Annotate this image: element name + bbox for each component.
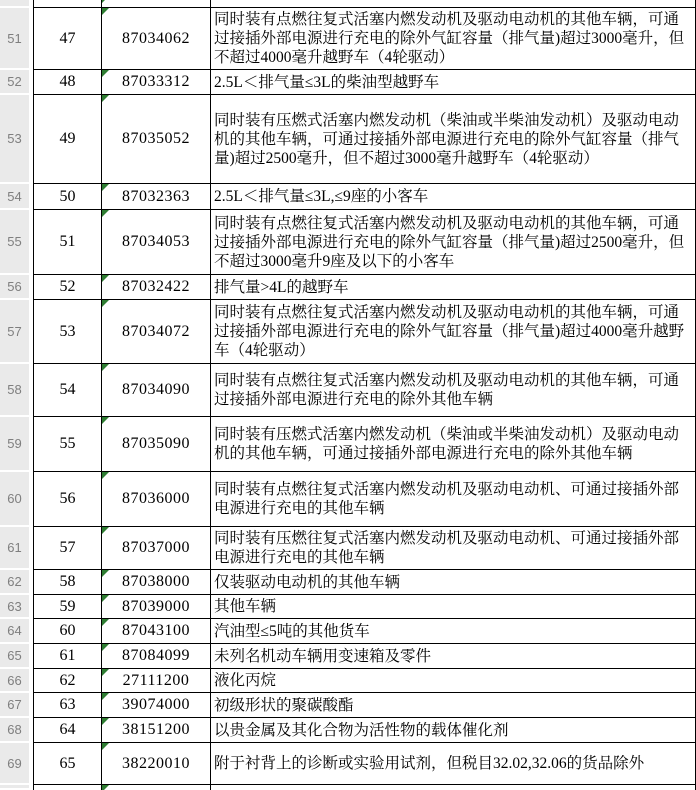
- row-number-cell[interactable]: 53: [0, 95, 29, 184]
- table-row: [0, 95, 696, 184]
- seq-cell[interactable]: 47: [34, 8, 102, 70]
- seq-cell[interactable]: 58: [34, 570, 102, 595]
- error-triangle-icon: [102, 70, 109, 77]
- table-row: [0, 184, 696, 210]
- code-value: 87036000: [122, 490, 190, 507]
- row-number-cell[interactable]: 51: [0, 8, 29, 70]
- code-value: 87038000: [122, 573, 190, 590]
- code-cell[interactable]: [102, 743, 211, 785]
- code-cell[interactable]: [102, 619, 211, 644]
- error-triangle-icon: [102, 0, 109, 3]
- description-cell[interactable]: [211, 570, 696, 595]
- code-cell[interactable]: [102, 0, 211, 8]
- error-triangle-icon: [102, 693, 109, 700]
- row-number-cell[interactable]: 52: [0, 70, 29, 95]
- error-triangle-icon: [102, 210, 109, 217]
- description-cell[interactable]: [211, 70, 696, 95]
- description-cell[interactable]: [211, 95, 696, 184]
- error-triangle-icon: [102, 417, 109, 424]
- seq-cell[interactable]: 54: [34, 364, 102, 417]
- table-row: [0, 619, 696, 644]
- description-text: 其他车辆: [214, 598, 277, 615]
- description-cell[interactable]: [211, 8, 696, 70]
- description-text: 同时装有点燃往复式活塞内燃发动机及驱动电动机的其他车辆，可通过接插外部电源进行充电的除外气缸容量（排气量)超过3000毫升，但不超过4000毫升越野车（4轮驱动）: [214, 11, 685, 66]
- code-cell[interactable]: [102, 595, 211, 619]
- table-row: [0, 8, 696, 70]
- seq-cell[interactable]: 51: [34, 210, 102, 275]
- table-row: [0, 570, 696, 595]
- seq-cell[interactable]: 59: [34, 595, 102, 619]
- code-cell[interactable]: [102, 785, 211, 790]
- seq-cell[interactable]: 62: [34, 669, 102, 693]
- seq-cell[interactable]: 65: [34, 743, 102, 785]
- row-number-cell[interactable]: 62: [0, 570, 29, 595]
- code-cell[interactable]: [102, 417, 211, 472]
- row-number-cell[interactable]: 57: [0, 300, 29, 364]
- description-cell[interactable]: [211, 595, 696, 619]
- row-number-cell[interactable]: 65: [0, 644, 29, 669]
- code-value: 87035090: [122, 435, 190, 452]
- description-cell[interactable]: [211, 0, 696, 8]
- description-cell[interactable]: [211, 619, 696, 644]
- seq-cell[interactable]: 60: [34, 619, 102, 644]
- description-cell[interactable]: [211, 527, 696, 570]
- code-value: 87084099: [122, 647, 190, 664]
- error-triangle-icon: [102, 644, 109, 651]
- code-value: 87033312: [122, 73, 190, 90]
- description-cell[interactable]: [211, 184, 696, 210]
- code-value: 87032363: [122, 187, 190, 205]
- code-cell[interactable]: [102, 8, 211, 70]
- error-triangle-icon: [102, 619, 109, 626]
- error-triangle-icon: [102, 785, 109, 790]
- table-row: [0, 718, 696, 743]
- table-row: [0, 275, 696, 300]
- description-text: 同时装有点燃往复式活塞内燃发动机及驱动电动机、可通过接插外部电源进行充电的其他车辆: [214, 481, 680, 517]
- code-cell[interactable]: [102, 364, 211, 417]
- description-cell[interactable]: [211, 472, 696, 527]
- error-triangle-icon: [102, 472, 109, 479]
- table-row: [0, 417, 696, 472]
- table-row: [0, 527, 696, 570]
- description-text: 液化丙烷: [214, 672, 277, 689]
- seq-cell[interactable]: 49: [34, 95, 102, 184]
- error-triangle-icon: [102, 527, 109, 534]
- row-number-cell[interactable]: 58: [0, 364, 29, 417]
- table-row: [0, 743, 696, 785]
- code-cell[interactable]: [102, 275, 211, 300]
- error-triangle-icon: [102, 570, 109, 577]
- error-triangle-icon: [102, 184, 109, 191]
- row-number-cell[interactable]: 56: [0, 275, 29, 300]
- description-text: 初级形状的聚碳酸酯: [214, 696, 354, 714]
- code-cell[interactable]: [102, 70, 211, 95]
- seq-cell[interactable]: 64: [34, 718, 102, 743]
- seq-cell[interactable]: 48: [34, 70, 102, 95]
- table-row: [0, 644, 696, 669]
- table-row: [0, 693, 696, 718]
- description-text: 同时装有点燃往复式活塞内燃发动机及驱动电动机的其他车辆，可通过接插外部电源进行充电的除外其他车辆: [214, 372, 680, 408]
- code-cell[interactable]: [102, 527, 211, 570]
- table-row: [0, 70, 696, 95]
- code-cell[interactable]: [102, 210, 211, 275]
- row-number-cell[interactable]: 59: [0, 417, 29, 472]
- description-cell[interactable]: [211, 300, 696, 364]
- code-value: 87043100: [122, 622, 190, 639]
- code-value: 87039000: [122, 597, 190, 615]
- seq-cell[interactable]: [34, 785, 102, 790]
- code-cell[interactable]: [102, 669, 211, 693]
- description-text: 同时装有压燃往复式活塞内燃发动机及驱动电动机、可通过接插外部电源进行充电的其他车辆: [214, 530, 680, 566]
- description-cell[interactable]: [211, 275, 696, 300]
- seq-cell[interactable]: 57: [34, 527, 102, 570]
- description-cell[interactable]: [211, 743, 696, 785]
- row-number-cell[interactable]: 69: [0, 743, 29, 785]
- seq-cell[interactable]: 55: [34, 417, 102, 472]
- description-cell[interactable]: [211, 210, 696, 275]
- description-text: 同时装有点燃往复式活塞内燃发动机及驱动电动机的其他车辆，可通过接插外部电源进行充电的除外气缸容量（排气量)超过2500毫升，但不超过3000毫升9座及以下的小客车: [214, 214, 685, 270]
- row-number-cell[interactable]: [0, 785, 29, 790]
- table-row: [0, 210, 696, 275]
- code-cell[interactable]: [102, 693, 211, 718]
- code-cell[interactable]: [102, 95, 211, 184]
- table-row: [0, 364, 696, 417]
- error-triangle-icon: [102, 95, 109, 102]
- description-cell[interactable]: [211, 417, 696, 472]
- row-number-cell[interactable]: 67: [0, 693, 29, 718]
- row-number-cell[interactable]: 63: [0, 595, 29, 619]
- code-value: 87037000: [122, 539, 190, 556]
- description-text: 附于衬背上的诊断或实验用试剂，但税目32.02,32.06的货品除外: [214, 755, 645, 772]
- partial-row-top: [0, 0, 696, 8]
- seq-cell[interactable]: 53: [34, 300, 102, 364]
- error-triangle-icon: [102, 718, 109, 725]
- seq-cell[interactable]: [34, 0, 102, 8]
- description-text: 同时装有压燃式活塞内燃发动机（柴油或半柴油发动机）及驱动电动机的其他车辆，可通过接插外部电源进行充电的除外其他车辆: [214, 426, 680, 462]
- description-text: 2.5L＜排气量≤3L,≤9座的小客车: [214, 188, 429, 205]
- code-cell[interactable]: [102, 184, 211, 210]
- table-row: [0, 472, 696, 527]
- description-text: 汽油型≤5吨的其他货车: [214, 622, 370, 640]
- error-triangle-icon: [102, 364, 109, 371]
- table-row: [0, 669, 696, 693]
- table-row: [0, 595, 696, 619]
- row-number-cell[interactable]: 54: [0, 184, 29, 210]
- description-cell[interactable]: [211, 644, 696, 669]
- row-number-cell[interactable]: [0, 0, 29, 8]
- seq-cell[interactable]: 63: [34, 693, 102, 718]
- code-cell[interactable]: [102, 570, 211, 595]
- code-cell[interactable]: [102, 644, 211, 669]
- description-text: 排气量>4L的越野车: [214, 278, 349, 296]
- code-cell[interactable]: [102, 718, 211, 743]
- seq-cell[interactable]: 52: [34, 275, 102, 300]
- code-cell[interactable]: [102, 472, 211, 527]
- description-cell[interactable]: [211, 718, 696, 743]
- error-triangle-icon: [102, 743, 109, 750]
- code-value: 39074000: [122, 696, 190, 713]
- description-text: 同时装有压燃式活塞内燃发动机（柴油或半柴油发动机）及驱动电动机的其他车辆，可通过接插外部电源进行充电的除外气缸容量（排气量)超过2500毫升，但不超过3000毫升越野车（4轮驱动）: [214, 111, 680, 167]
- error-triangle-icon: [102, 300, 109, 307]
- table-body: [0, 8, 696, 785]
- description-cell[interactable]: [211, 669, 696, 693]
- description-text: 以贵金属及其化合物为活性物的载体催化剂: [214, 721, 509, 739]
- row-number-cell[interactable]: 60: [0, 472, 29, 527]
- code-cell[interactable]: [102, 300, 211, 364]
- row-number-cell[interactable]: 68: [0, 718, 29, 743]
- description-text: 未列名机动车辆用变速箱及零件: [214, 647, 432, 665]
- error-triangle-icon: [102, 8, 109, 15]
- code-value: 87034053: [122, 233, 190, 250]
- code-value: 27111200: [122, 671, 190, 689]
- code-value: 87034072: [122, 322, 190, 340]
- row-number-cell[interactable]: 64: [0, 619, 29, 644]
- table-row: [0, 300, 696, 364]
- code-value: 87034062: [122, 29, 190, 47]
- description-text: 仅装驱动电动机的其他车辆: [214, 573, 401, 591]
- description-text: 同时装有点燃往复式活塞内燃发动机及驱动电动机的其他车辆，可通过接插外部电源进行充电的除外气缸容量（排气量)超过4000毫升越野车（4轮驱动）: [214, 304, 685, 359]
- row-number-cell[interactable]: 55: [0, 210, 29, 275]
- code-value: 87032422: [122, 278, 190, 295]
- description-cell[interactable]: [211, 693, 696, 718]
- code-value: 87035052: [122, 130, 190, 147]
- description-cell[interactable]: [211, 785, 696, 790]
- row-number-cell[interactable]: 66: [0, 669, 29, 693]
- error-triangle-icon: [102, 669, 109, 676]
- description-text: 2.5L＜排气量≤3L的柴油型越野车: [214, 73, 440, 91]
- code-value: 87034090: [122, 381, 190, 398]
- description-cell[interactable]: [211, 364, 696, 417]
- seq-cell[interactable]: 50: [34, 184, 102, 210]
- code-value: 38220010: [122, 754, 190, 772]
- seq-cell[interactable]: 56: [34, 472, 102, 527]
- error-triangle-icon: [102, 595, 109, 602]
- row-number-cell[interactable]: 61: [0, 527, 29, 570]
- seq-cell[interactable]: 61: [34, 644, 102, 669]
- partial-row-bottom: [0, 785, 696, 790]
- code-value: 38151200: [122, 721, 190, 738]
- error-triangle-icon: [102, 275, 109, 282]
